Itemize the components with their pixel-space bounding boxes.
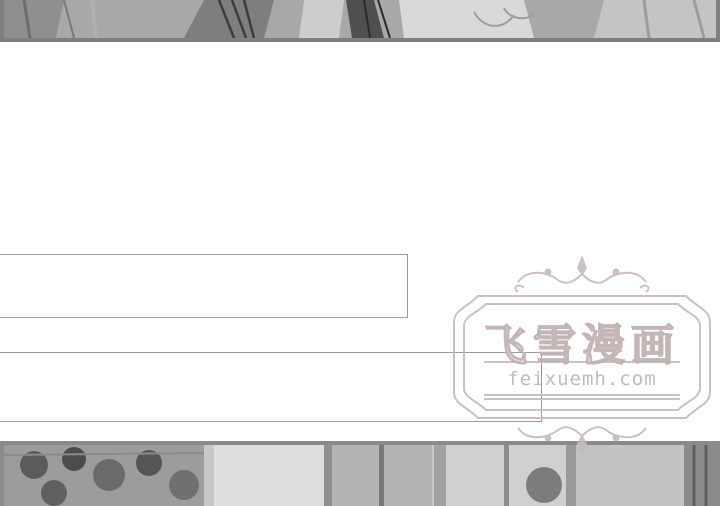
site-watermark: [448, 252, 716, 458]
watermark-url: feixuemh.com: [507, 368, 657, 390]
narration-box-1: [0, 254, 408, 318]
top-photo-illustration: [4, 0, 716, 38]
watermark-title: 飞雪漫画: [484, 321, 680, 371]
top-photo-scene: [4, 0, 716, 38]
top-photo-panel: [0, 0, 720, 42]
